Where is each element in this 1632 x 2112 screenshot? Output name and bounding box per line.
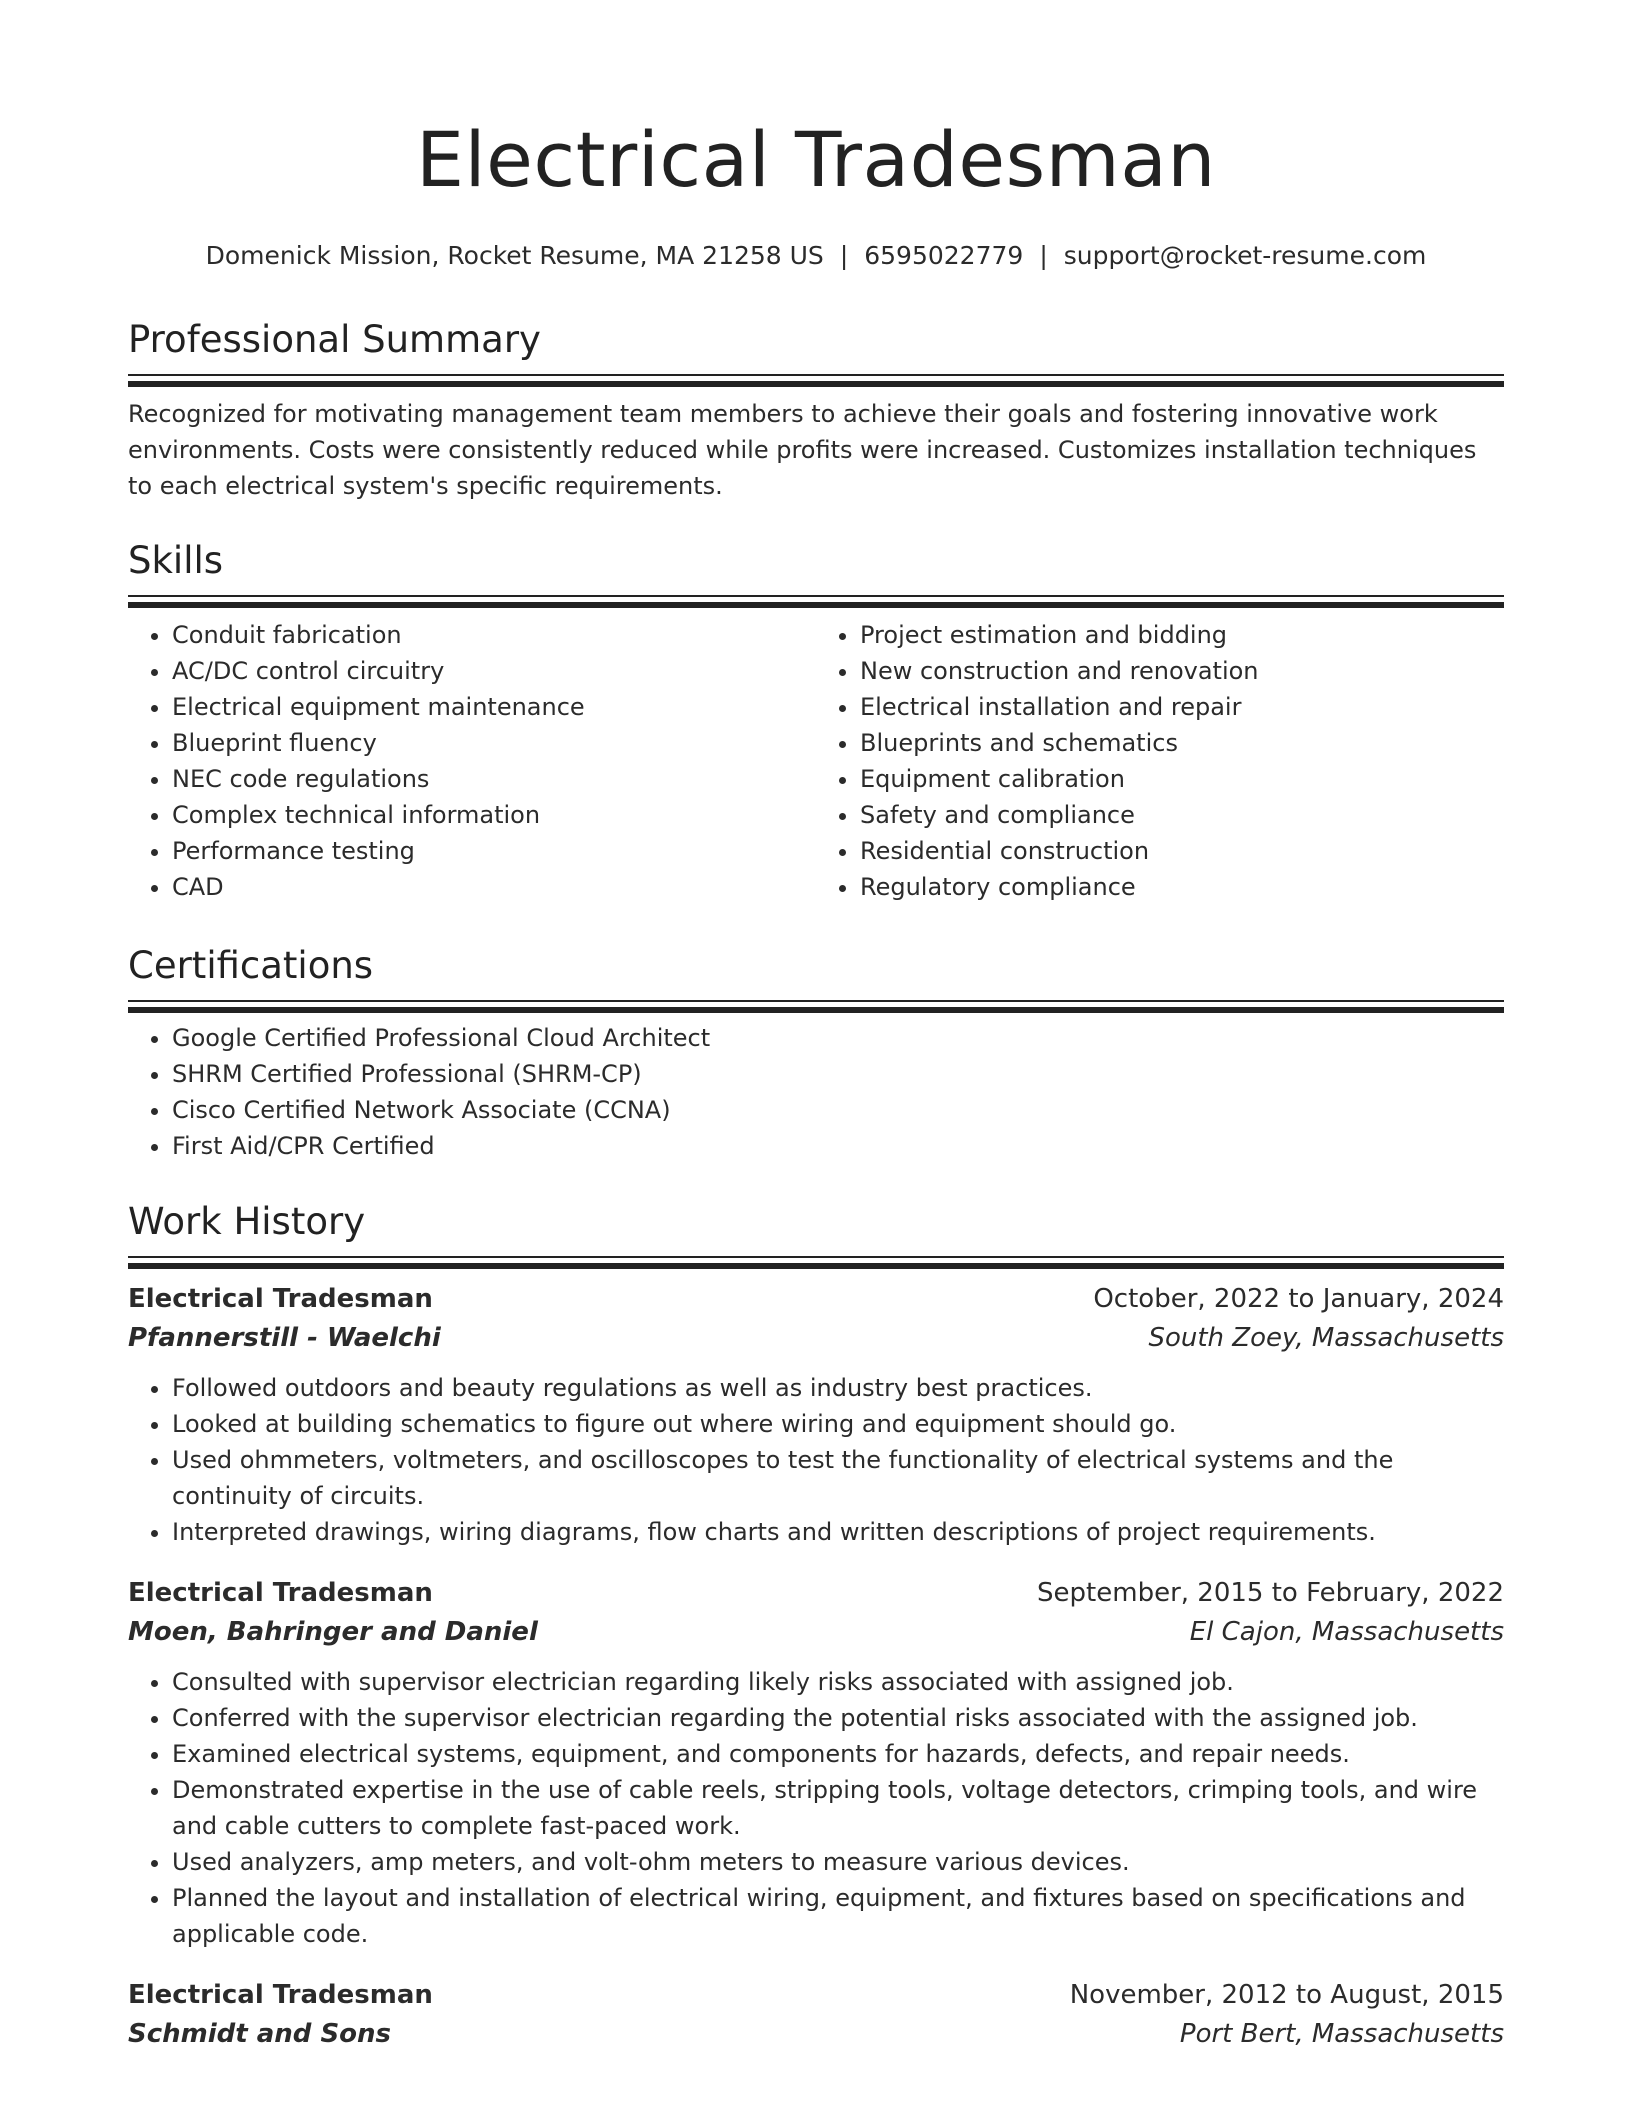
section-title-work-history: Work History [128, 1200, 366, 1243]
list-item: • NEC code regulations [172, 761, 816, 797]
job-dates: September, 2015 to February, 2022 [1037, 1578, 1504, 1609]
job-location: El Cajon, Massachusetts [1189, 1617, 1504, 1648]
list-item: • Cisco Certified Network Associate (CCNA) [172, 1092, 1504, 1128]
list-item: • Google Certified Professional Cloud Architect [172, 1020, 1504, 1056]
certifications-section [128, 944, 1504, 1164]
list-item: • Followed outdoors and beauty regulations as well as industry best practices. [172, 1370, 1504, 1406]
list-item: • AC/DC control circuitry [172, 653, 816, 689]
list-item: • Demonstrated expertise in the use of cable reels, stripping tools, voltage detectors, crimping tools, and wire and cable cutters to complete fast-paced work. [172, 1772, 1504, 1844]
contact-separator: | [1039, 241, 1048, 270]
job-bullets [128, 1370, 1504, 1550]
certifications-list [128, 1020, 1504, 1164]
section-title-skills: Skills [128, 539, 224, 582]
job-entry [128, 1574, 1504, 1952]
job-header-row [128, 1976, 1504, 2015]
resume-name: Electrical Tradesman [416, 115, 1216, 204]
job-header-row [128, 1574, 1504, 1613]
list-item: • Planned the layout and installation of electrical wiring, equipment, and fixtures based on specifications and applicable code. [172, 1880, 1504, 1952]
jobs-list [128, 1280, 1504, 2054]
list-item: • Consulted with supervisor electrician regarding likely risks associated with assigned job. [172, 1664, 1504, 1700]
list-item: • Blueprint fluency [172, 725, 816, 761]
skills-list-right [816, 617, 1504, 905]
list-item: • Conduit fabrication [172, 617, 816, 653]
job-location: Port Bert, Massachusetts [1179, 2019, 1504, 2050]
list-item: • SHRM Certified Professional (SHRM-CP) [172, 1056, 1504, 1092]
summary-section [128, 318, 1504, 504]
work-history-section [128, 1200, 1504, 2078]
list-item: • Used ohmmeters, voltmeters, and oscilloscopes to test the functionality of electrical systems and the continuity of circuits. [172, 1442, 1504, 1514]
contact-phone: 6595022779 [864, 241, 1024, 270]
list-item: • Electrical equipment maintenance [172, 689, 816, 725]
job-company: Schmidt and Sons [128, 2019, 392, 2050]
job-company-row [128, 1319, 1504, 1358]
contact-address: Domenick Mission, Rocket Resume, MA 21258 US [205, 241, 824, 270]
list-item: • Blueprints and schematics [860, 725, 1504, 761]
list-item: • Residential construction [860, 833, 1504, 869]
contact-email: support@rocket-resume.com [1063, 241, 1427, 270]
list-item: • CAD [172, 869, 816, 905]
job-company: Moen, Bahringer and Daniel [128, 1617, 538, 1648]
section-divider [128, 374, 1504, 386]
contact-separator: | [839, 241, 849, 270]
contact-line [128, 240, 1504, 273]
skills-section [128, 539, 1504, 905]
list-item: • Conferred with the supervisor electrician regarding the potential risks associated with the assigned job. [172, 1700, 1504, 1736]
list-item: • Safety and compliance [860, 797, 1504, 833]
job-dates: October, 2022 to January, 2024 [1093, 1284, 1504, 1315]
skills-columns [128, 617, 1504, 905]
section-divider [128, 1000, 1504, 1012]
list-item: • New construction and renovation [860, 653, 1504, 689]
job-title: Electrical Tradesman [128, 1284, 433, 1315]
section-title-summary: Professional Summary [128, 318, 541, 361]
job-title: Electrical Tradesman [128, 1578, 433, 1609]
list-item: • Performance testing [172, 833, 816, 869]
job-location: South Zoey, Massachusetts [1148, 1323, 1504, 1354]
job-dates: November, 2012 to August, 2015 [1069, 1980, 1504, 2011]
list-item: • Interpreted drawings, wiring diagrams, flow charts and written descriptions of project requirements. [172, 1514, 1504, 1550]
summary-text: Recognized for motivating management team members to achieve their goals and fostering innovative work environments. Costs were consistently reduced while profits were increased. Customizes installation techniques to each electrical system's specific requirements. [128, 400, 1477, 501]
list-item: • Used analyzers, amp meters, and volt-ohm meters to measure various devices. [172, 1844, 1504, 1880]
section-title-certifications: Certifications [128, 944, 374, 987]
list-item: • Regulatory compliance [860, 869, 1504, 905]
job-company-row [128, 1613, 1504, 1652]
list-item: • Electrical installation and repair [860, 689, 1504, 725]
list-item: • Looked at building schematics to figure out where wiring and equipment should go. [172, 1406, 1504, 1442]
job-company-row [128, 2015, 1504, 2054]
list-item: • Examined electrical systems, equipment, and components for hazards, defects, and repair needs. [172, 1736, 1504, 1772]
job-bullets [128, 1664, 1504, 1952]
job-entry [128, 1976, 1504, 2054]
list-item: • Complex technical information [172, 797, 816, 833]
skills-list-left [128, 617, 816, 905]
list-item: • Equipment calibration [860, 761, 1504, 797]
section-divider [128, 1256, 1504, 1268]
job-header-row [128, 1280, 1504, 1319]
section-divider [128, 595, 1504, 607]
job-title: Electrical Tradesman [128, 1980, 433, 2011]
list-item: • First Aid/CPR Certified [172, 1128, 1504, 1164]
job-entry [128, 1280, 1504, 1550]
job-company: Pfannerstill - Waelchi [128, 1323, 441, 1354]
list-item: • Project estimation and bidding [860, 617, 1504, 653]
